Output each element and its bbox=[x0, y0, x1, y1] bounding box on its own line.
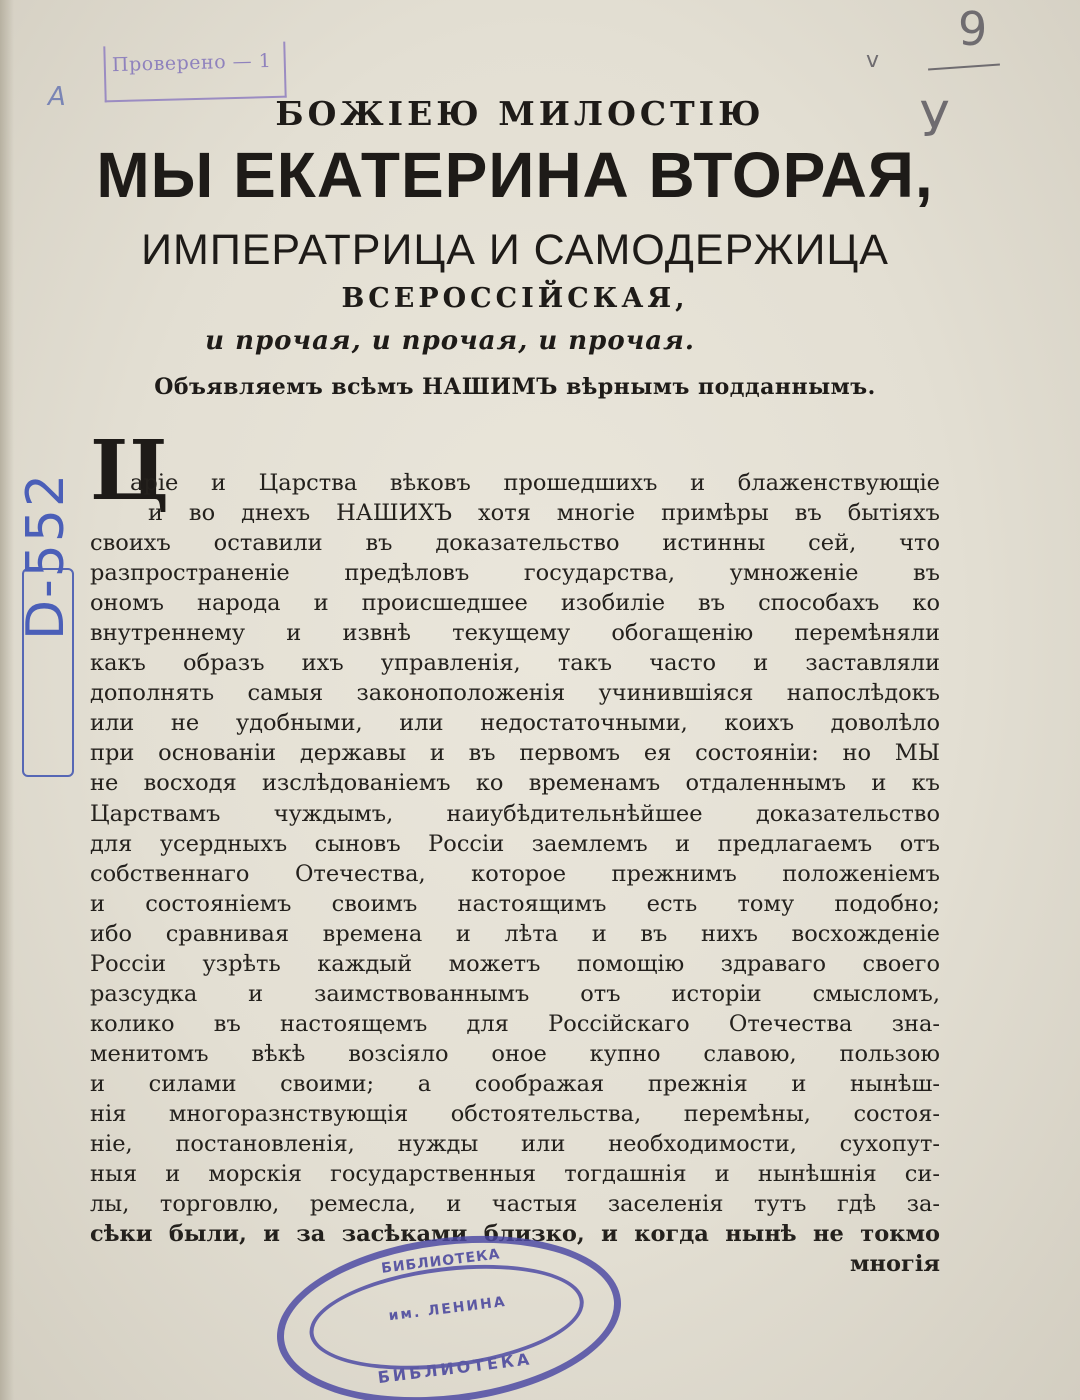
pencil-letter: У bbox=[920, 92, 950, 148]
body-line: и во днехъ НАШИХЪ хотя многіе примѣры въ бытіяхъ bbox=[148, 500, 940, 527]
heading-all-russian: ВСЕРОССІЙСКАЯ, bbox=[341, 283, 689, 314]
body-line: внутреннему и извнѣ текущему обогащенію перемѣняли bbox=[90, 620, 940, 647]
body-line: ономъ народа и происшедшее изобиліе въ способахъ ко bbox=[90, 590, 940, 617]
heading-title: ИМПЕРАТРИЦА И САМОДЕРЖИЦА bbox=[141, 226, 889, 274]
library-stamp-top-text: БИБЛИОТЕКА bbox=[380, 1246, 502, 1277]
body-line: для усердныхъ сыновъ Россіи заемлемъ и предлагаемъ отъ bbox=[90, 830, 940, 857]
body-line: Россіи узрѣть каждый можетъ помощію здраваго своего bbox=[90, 950, 940, 977]
heading-empress-name: МЫ ЕКАТЕРИНА ВТОРАЯ, bbox=[96, 139, 934, 211]
body-line: какъ образъ ихъ управленія, такъ часто и заставляли bbox=[90, 650, 940, 677]
body-line: или не удобными, или недостаточными, коихъ доволѣло bbox=[90, 710, 940, 737]
heading-announcement: Объявляемъ всѣмъ НАШИМЪ вѣрнымъ подданнымъ. bbox=[154, 374, 876, 400]
pencil-number: 9 bbox=[958, 2, 988, 56]
body-line: сѣки были, и за засѣками близко, и когда нынѣ не токмо bbox=[90, 1221, 940, 1248]
catalog-number: D-552 bbox=[16, 471, 76, 640]
body-line: колико въ настоящемъ для Россійскаго Отечества зна- bbox=[90, 1010, 940, 1037]
body-line: нія многоразнствующія обстоятельства, перемѣны, состоя- bbox=[90, 1100, 940, 1127]
body-line: разпространеніе предѣловъ государства, умноженіе въ bbox=[90, 560, 940, 587]
body-line: аріе и Царства вѣковъ прошедшихъ и блаженствующіе bbox=[130, 470, 940, 496]
body-line: разсудка и заимствованнымъ отъ исторіи смысломъ, bbox=[90, 980, 940, 1007]
checked-stamp-text: Проверено — 1 bbox=[111, 49, 272, 77]
body-line: ніе, постановленія, нужды или необходимости, сухопут- bbox=[90, 1131, 940, 1158]
body-line: при основаніи державы и въ первомъ ея состояніи: но МЫ bbox=[90, 740, 940, 767]
body-line: своихъ оставили въ доказательство истинны сей, что bbox=[90, 530, 940, 557]
body-line: дополнять самыя законоположенія учинившіяся напослѣдокъ bbox=[90, 680, 940, 707]
pencil-tick: v bbox=[866, 48, 880, 73]
body-line: ибо сравнивая времена и лѣта и въ нихъ восхожденіе bbox=[90, 920, 940, 947]
body-line: лы, торговлю, ремесла, и частыя заселенія тутъ гдѣ за- bbox=[90, 1191, 940, 1218]
body-line: не восходя изслѣдованіемъ ко временамъ отдаленнымъ и къ bbox=[90, 770, 940, 797]
catchword: многія bbox=[850, 1251, 940, 1278]
heading-by-grace: БОЖІЕЮ МИЛОСТІЮ bbox=[275, 94, 765, 133]
body-line: Царствамъ чуждымъ, наиубѣдительнѣйшее доказательство bbox=[90, 800, 940, 827]
heading-et-cetera: и прочая, и прочая, и прочая. bbox=[205, 326, 695, 356]
body-line: ныя и морскія государственныя тогдашнія и нынѣшнія си- bbox=[90, 1161, 940, 1188]
body-line: собственнаго Отечества, которое прежнимъ положеніемъ bbox=[90, 860, 940, 887]
library-stamp-middle-text: им. ЛЕНИНА bbox=[387, 1293, 508, 1325]
body-line: и силами своими; а соображая прежнія и нынѣш- bbox=[90, 1070, 940, 1097]
body-line: и состояніемъ своимъ настоящимъ есть тому подобно; bbox=[90, 890, 940, 917]
pencil-underline bbox=[928, 63, 1000, 70]
drop-capital: Ц bbox=[90, 423, 170, 519]
corner-mark: А bbox=[48, 82, 66, 112]
body-line: менитомъ вѣкѣ возсіяло оное купно славою, пользою bbox=[90, 1040, 940, 1067]
library-stamp-bottom-text: БИБЛИОТЕКА bbox=[376, 1349, 534, 1388]
manifesto-body bbox=[90, 468, 940, 1279]
